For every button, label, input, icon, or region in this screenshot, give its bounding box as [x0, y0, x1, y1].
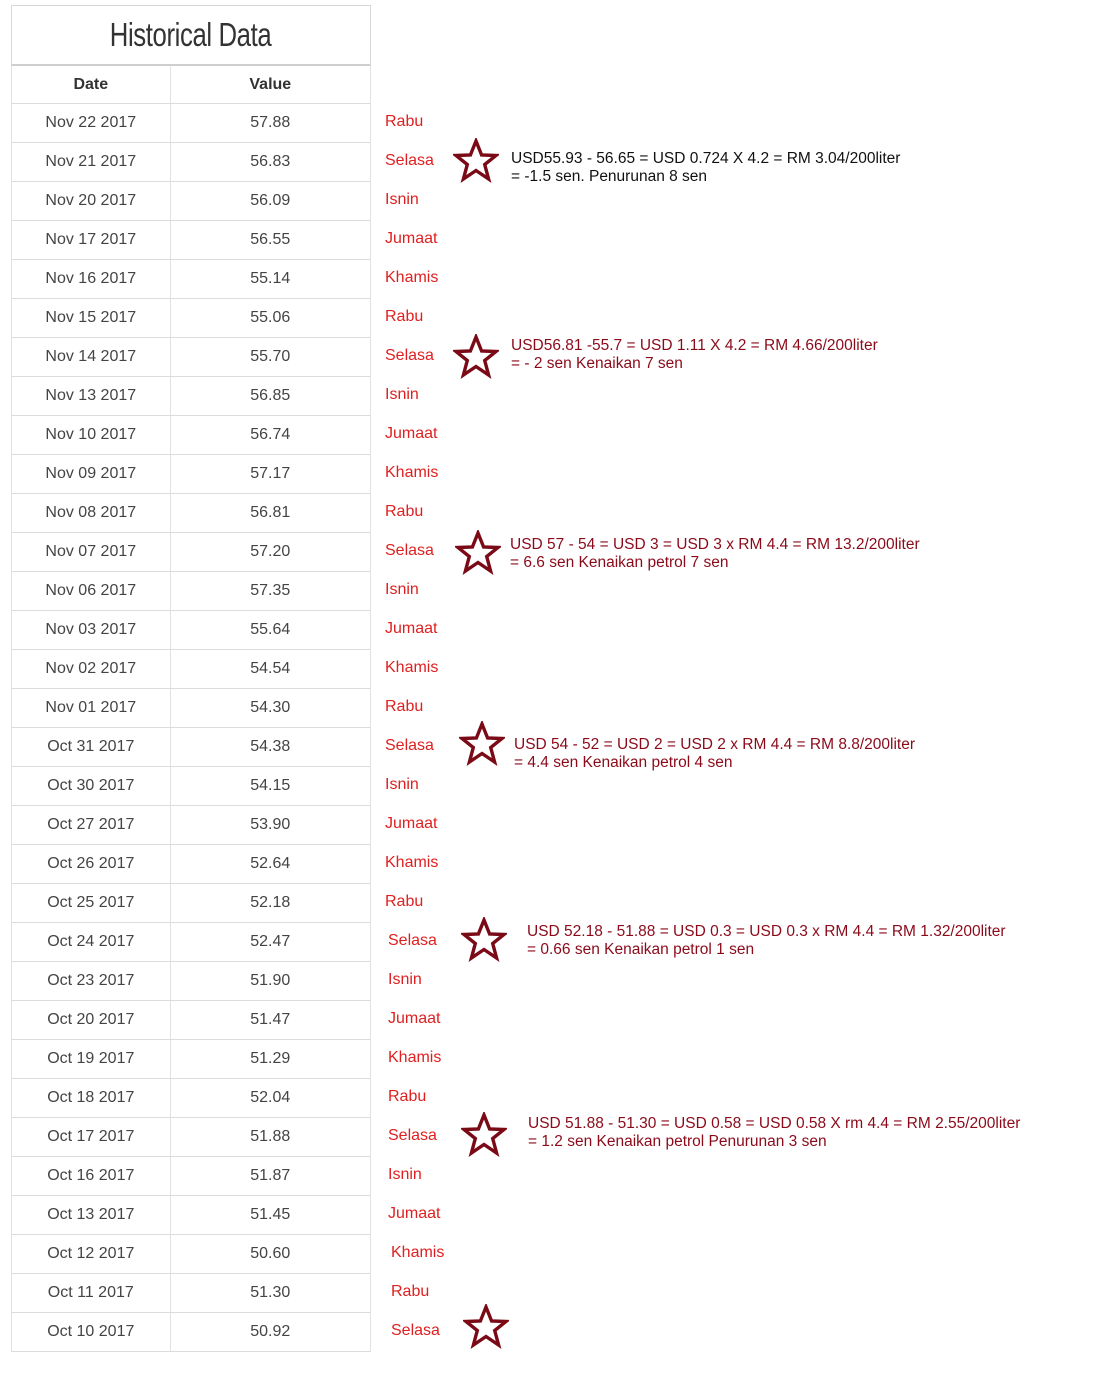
row-date: Oct 12 2017	[12, 1235, 171, 1273]
table-row	[11, 806, 371, 845]
table-row	[11, 728, 371, 767]
row-value: 50.60	[250, 1245, 291, 1262]
date-column-header: Date	[12, 66, 171, 103]
weekday-label: Jumaat	[388, 1205, 441, 1222]
row-date: Nov 07 2017	[12, 533, 171, 571]
weekday-label: Isnin	[385, 776, 419, 793]
table-row	[11, 104, 371, 143]
table-row	[11, 260, 371, 299]
note-line-1: USD 51.88 - 51.30 = USD 0.58 = USD 0.58 X rm 4.4 = RM 2.55/200liter	[528, 1115, 1021, 1132]
row-date: Nov 10 2017	[12, 416, 171, 454]
row-value: 54.15	[250, 777, 291, 794]
weekday-label: Jumaat	[385, 620, 438, 637]
star-outline-icon	[453, 138, 499, 184]
weekday-label: Rabu	[385, 698, 424, 715]
table-row	[11, 1040, 371, 1079]
table-row	[11, 884, 371, 923]
row-value: 57.17	[250, 465, 291, 482]
row-value: 51.30	[250, 1284, 291, 1301]
row-date: Nov 17 2017	[12, 221, 171, 259]
row-value: 54.54	[250, 660, 291, 677]
calculation-note	[527, 923, 1006, 959]
note-line-1: USD 57 - 54 = USD 3 = USD 3 x RM 4.4 = RM 13.2/200liter	[510, 536, 920, 553]
row-date: Nov 13 2017	[12, 377, 171, 415]
weekday-label: Rabu	[385, 503, 424, 520]
note-line-2: = - 2 sen Kenaikan 7 sen	[511, 355, 683, 372]
table-row	[11, 1196, 371, 1235]
row-value: 53.90	[250, 816, 291, 833]
row-date: Oct 31 2017	[12, 728, 171, 766]
weekday-label: Jumaat	[385, 230, 438, 247]
row-value: 57.88	[250, 114, 291, 131]
note-line-2: = 6.6 sen Kenaikan petrol 7 sen	[510, 554, 729, 571]
row-date: Nov 08 2017	[12, 494, 171, 532]
row-value: 52.18	[250, 894, 291, 911]
weekday-label: Rabu	[391, 1283, 430, 1300]
table-row	[11, 338, 371, 377]
historical-data-table	[11, 5, 371, 1352]
row-date: Nov 16 2017	[12, 260, 171, 298]
note-line-2: = 4.4 sen Kenaikan petrol 4 sen	[514, 754, 733, 771]
row-date: Nov 22 2017	[12, 104, 171, 142]
weekday-label: Selasa	[385, 542, 434, 559]
row-value: 54.30	[250, 699, 291, 716]
weekday-label: Isnin	[385, 191, 419, 208]
table-row	[11, 1118, 371, 1157]
row-date: Nov 21 2017	[12, 143, 171, 181]
table-row	[11, 416, 371, 455]
row-value: 51.90	[250, 972, 291, 989]
row-value: 57.35	[250, 582, 291, 599]
weekday-label: Selasa	[388, 932, 437, 949]
table-row	[11, 143, 371, 182]
note-line-2: = 1.2 sen Kenaikan petrol Penurunan 3 sen	[528, 1133, 827, 1150]
table-row	[11, 1157, 371, 1196]
table-row	[11, 1274, 371, 1313]
row-value: 50.92	[250, 1323, 291, 1340]
calculation-note	[510, 536, 920, 572]
star-outline-icon	[461, 1112, 507, 1158]
star-outline-icon	[455, 530, 501, 576]
star-outline-icon	[453, 334, 499, 380]
calculation-note	[511, 150, 900, 186]
row-value: 54.38	[250, 738, 291, 755]
table-row	[11, 377, 371, 416]
calculation-note	[511, 337, 878, 373]
row-date: Nov 06 2017	[12, 572, 171, 610]
weekday-label: Khamis	[388, 1049, 442, 1066]
row-date: Nov 09 2017	[12, 455, 171, 493]
note-line-2: = 0.66 sen Kenaikan petrol 1 sen	[527, 941, 755, 958]
table-row	[11, 572, 371, 611]
row-date: Nov 20 2017	[12, 182, 171, 220]
row-date: Nov 14 2017	[12, 338, 171, 376]
row-date: Oct 19 2017	[12, 1040, 171, 1078]
weekday-label: Khamis	[385, 854, 439, 871]
weekday-label: Rabu	[385, 308, 424, 325]
table-row	[11, 767, 371, 806]
weekday-label: Selasa	[385, 347, 434, 364]
row-value: 57.20	[250, 543, 291, 560]
table-row	[11, 845, 371, 884]
table-row	[11, 1313, 371, 1352]
table-body	[11, 104, 371, 1352]
row-date: Oct 24 2017	[12, 923, 171, 961]
row-value: 56.85	[250, 387, 291, 404]
weekday-label: Isnin	[385, 581, 419, 598]
row-value: 56.83	[250, 153, 291, 170]
note-line-1: USD 52.18 - 51.88 = USD 0.3 = USD 0.3 x RM 4.4 = RM 1.32/200liter	[527, 923, 1006, 940]
row-date: Oct 13 2017	[12, 1196, 171, 1234]
note-line-1: USD 54 - 52 = USD 2 = USD 2 x RM 4.4 = RM 8.8/200liter	[514, 736, 916, 753]
note-line-2: = -1.5 sen. Penurunan 8 sen	[511, 168, 708, 185]
row-date: Oct 18 2017	[12, 1079, 171, 1117]
row-date: Nov 02 2017	[12, 650, 171, 688]
value-column-header: Value	[249, 75, 292, 93]
table-row	[11, 221, 371, 260]
row-value: 55.64	[250, 621, 291, 638]
row-date: Oct 16 2017	[12, 1157, 171, 1195]
weekday-label: Jumaat	[385, 425, 438, 442]
table-row	[11, 962, 371, 1001]
table-row	[11, 1235, 371, 1274]
row-value: 55.06	[250, 309, 291, 326]
table-row	[11, 650, 371, 689]
row-date: Oct 11 2017	[12, 1274, 171, 1312]
star-outline-icon	[463, 1304, 509, 1350]
row-date: Nov 03 2017	[12, 611, 171, 649]
star-outline-icon	[459, 721, 505, 767]
row-value: 52.04	[250, 1089, 291, 1106]
row-value: 55.70	[250, 348, 291, 365]
weekday-label: Rabu	[388, 1088, 427, 1105]
row-date: Oct 25 2017	[12, 884, 171, 922]
table-row	[11, 533, 371, 572]
row-date: Oct 17 2017	[12, 1118, 171, 1156]
note-line-1: USD55.93 - 56.65 = USD 0.724 X 4.2 = RM 3.04/200liter	[511, 150, 901, 167]
row-value: 51.45	[250, 1206, 291, 1223]
weekday-label: Selasa	[385, 152, 434, 169]
row-date: Oct 10 2017	[12, 1313, 171, 1351]
table-row	[11, 455, 371, 494]
row-value: 56.74	[250, 426, 291, 443]
weekday-label: Jumaat	[385, 815, 438, 832]
row-value: 52.47	[250, 933, 291, 950]
table-title-cell	[11, 5, 371, 66]
table-row	[11, 182, 371, 221]
weekday-label: Khamis	[391, 1244, 445, 1261]
table-header-row	[11, 66, 371, 104]
row-value: 55.14	[250, 270, 291, 287]
note-line-1: USD56.81 -55.7 = USD 1.11 X 4.2 = RM 4.66/200liter	[511, 337, 878, 354]
table-row	[11, 299, 371, 338]
weekday-label: Selasa	[391, 1322, 440, 1339]
row-value: 56.09	[250, 192, 291, 209]
table-title: Historical Data	[110, 16, 272, 53]
row-value: 52.64	[250, 855, 291, 872]
row-date: Oct 27 2017	[12, 806, 171, 844]
weekday-label: Khamis	[385, 464, 439, 481]
row-value: 51.47	[250, 1011, 291, 1028]
table-row	[11, 494, 371, 533]
calculation-note	[528, 1115, 1020, 1151]
calculation-note	[514, 736, 915, 772]
row-date: Oct 23 2017	[12, 962, 171, 1000]
row-date: Nov 01 2017	[12, 689, 171, 727]
row-date: Oct 30 2017	[12, 767, 171, 805]
table-row	[11, 1079, 371, 1118]
weekday-label: Rabu	[385, 893, 424, 910]
star-outline-icon	[461, 917, 507, 963]
table-row	[11, 611, 371, 650]
weekday-label: Isnin	[385, 386, 419, 403]
table-row	[11, 923, 371, 962]
row-date: Oct 20 2017	[12, 1001, 171, 1039]
weekday-label: Selasa	[388, 1127, 437, 1144]
weekday-label: Selasa	[385, 737, 434, 754]
weekday-label: Khamis	[385, 269, 439, 286]
table-row	[11, 689, 371, 728]
row-date: Nov 15 2017	[12, 299, 171, 337]
row-value: 51.87	[250, 1167, 291, 1184]
row-date: Oct 26 2017	[12, 845, 171, 883]
weekday-label: Khamis	[385, 659, 439, 676]
weekday-label: Rabu	[385, 113, 424, 130]
table-row	[11, 1001, 371, 1040]
row-value: 51.29	[250, 1050, 291, 1067]
weekday-label: Isnin	[388, 1166, 422, 1183]
weekday-label: Jumaat	[388, 1010, 441, 1027]
row-value: 56.81	[250, 504, 291, 521]
row-value: 51.88	[250, 1128, 291, 1145]
row-value: 56.55	[250, 231, 291, 248]
weekday-label: Isnin	[388, 971, 422, 988]
